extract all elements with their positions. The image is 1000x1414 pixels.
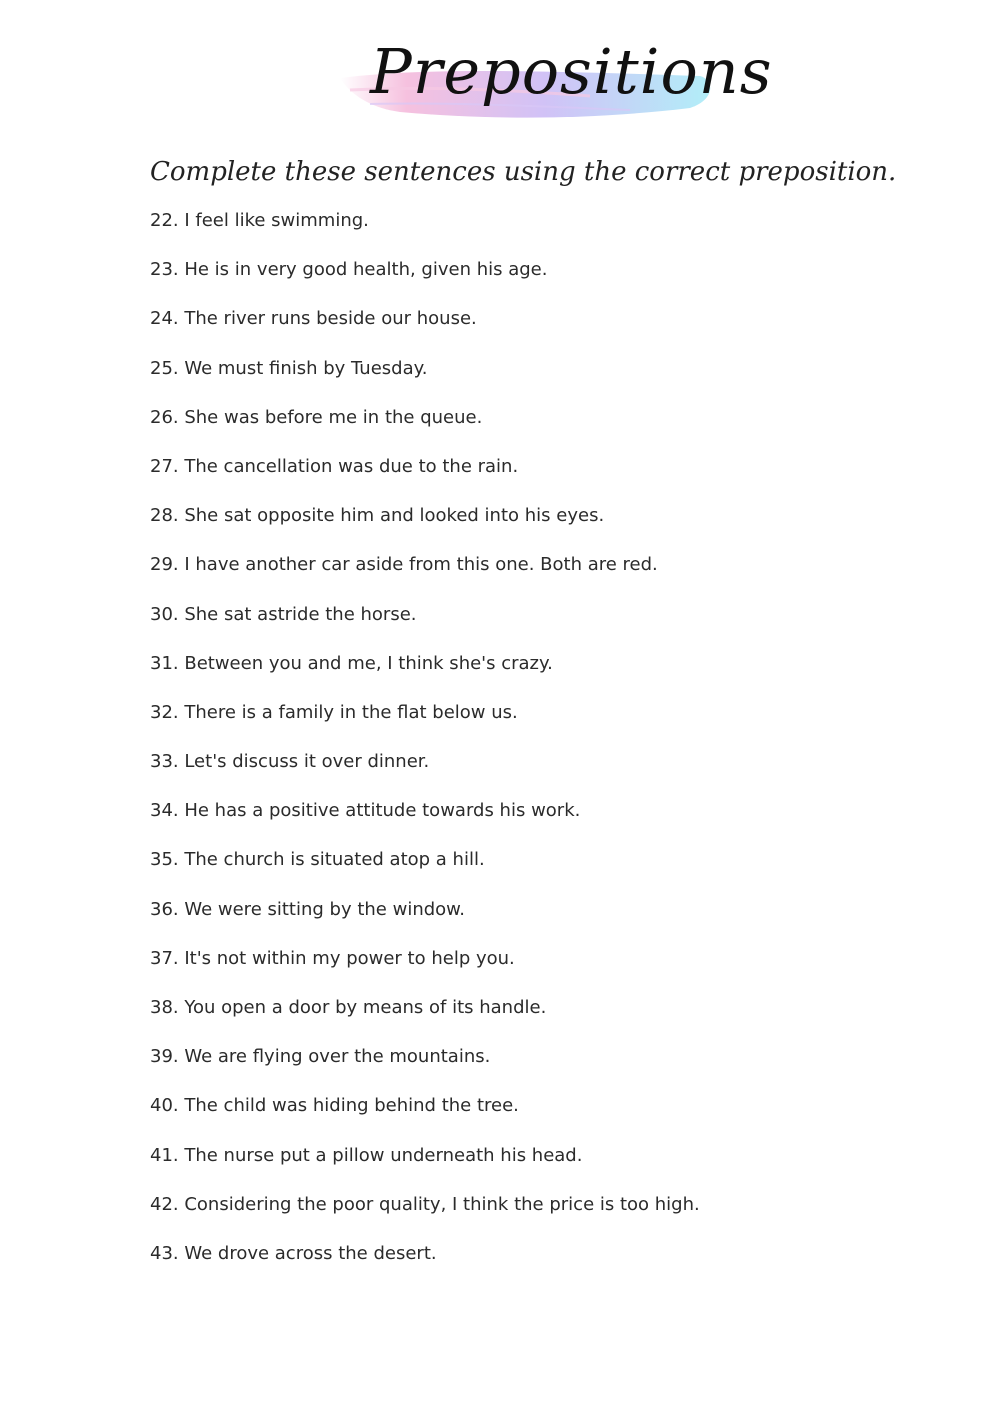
sentence-item: 34. He has a positive attitude towards his work. <box>150 800 581 822</box>
sentence-item: 30. She sat astride the horse. <box>150 603 417 625</box>
sentence-item: 36. We were sitting by the window. <box>150 898 465 920</box>
sentence-item: 39. We are flying over the mountains. <box>150 1046 491 1068</box>
page-title: Prepositions <box>370 35 773 108</box>
sentence-item: 28. She sat opposite him and looked into his eyes. <box>150 505 605 527</box>
sentence-item: 35. The church is situated atop a hill. <box>150 849 485 871</box>
sentence-list <box>150 196 910 1278</box>
sentence-item: 32. There is a family in the flat below us. <box>150 701 518 723</box>
sentence-item: 37. It's not within my power to help you. <box>150 947 515 969</box>
sentence-item: 27. The cancellation was due to the rain. <box>150 455 519 477</box>
sentence-item: 25. We must finish by Tuesday. <box>150 357 428 379</box>
sentence-item: 31. Between you and me, I think she's crazy. <box>150 652 553 674</box>
sentence-item: 22. I feel like swimming. <box>150 210 369 231</box>
sentence-item: 43. We drove across the desert. <box>150 1242 437 1264</box>
sentence-item: 26. She was before me in the queue. <box>150 406 483 428</box>
sentence-item: 23. He is in very good health, given his age. <box>150 259 548 281</box>
sentence-item: 29. I have another car aside from this one. Both are red. <box>150 554 658 576</box>
title-block <box>330 20 773 130</box>
sentence-item: 40. The child was hiding behind the tree. <box>150 1095 519 1117</box>
sentence-item: 33. Let's discuss it over dinner. <box>150 751 430 773</box>
sentence-item: 24. The river runs beside our house. <box>150 308 477 330</box>
sentence-item: 41. The nurse put a pillow underneath his head. <box>150 1144 583 1166</box>
sentence-item: 38. You open a door by means of its handle. <box>150 997 547 1018</box>
instructions: Complete these sentences using the correct preposition. <box>150 157 897 187</box>
sentence-item: 42. Considering the poor quality, I think the price is too high. <box>150 1193 700 1215</box>
